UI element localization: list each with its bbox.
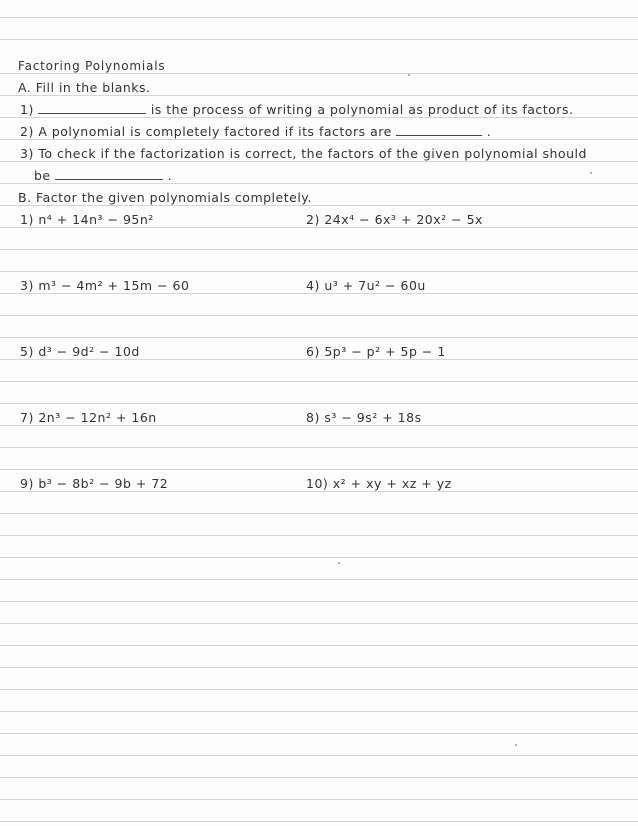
- fill-blank-item-2: [20, 124, 491, 140]
- problem-number: 10): [306, 476, 329, 491]
- problem-expression: 24x⁴ − 6x³ + 20x² − 5x: [324, 212, 483, 227]
- problem-number: 9): [20, 476, 34, 491]
- problem-9: [20, 476, 168, 492]
- item-number: 2): [20, 124, 34, 139]
- scan-speck: [590, 172, 592, 174]
- problem-2: [306, 212, 483, 228]
- problem-5: [20, 344, 140, 360]
- item-text: is the process of writing a polynomial as product of its factors.: [150, 102, 574, 117]
- worksheet-title: Factoring Polynomials: [18, 59, 166, 73]
- item-text: be: [34, 168, 51, 183]
- problem-expression: 5p³ − p² + 5p − 1: [324, 344, 446, 359]
- problem-expression: m³ − 4m² + 15m − 60: [38, 278, 190, 293]
- answer-blank[interactable]: [55, 169, 163, 180]
- scan-speck: [338, 562, 340, 564]
- problem-7: [20, 410, 157, 426]
- problem-1: [20, 212, 154, 228]
- item-number: 1): [20, 102, 34, 117]
- problem-number: 3): [20, 278, 34, 293]
- problem-expression: x² + xy + xz + yz: [332, 476, 452, 491]
- item-end: .: [167, 168, 173, 183]
- problem-expression: s³ − 9s² + 18s: [324, 410, 422, 425]
- problem-number: 1): [20, 212, 34, 227]
- fill-blank-item-1: [20, 102, 573, 118]
- problem-number: 8): [306, 410, 320, 425]
- item-text: To check if the factorization is correct, the factors of the given polynomial should: [38, 146, 587, 161]
- problem-8: [306, 410, 422, 426]
- scan-speck: [408, 74, 410, 76]
- problem-number: 7): [20, 410, 34, 425]
- problem-number: 4): [306, 278, 320, 293]
- answer-blank[interactable]: [396, 125, 482, 136]
- fill-blank-item-3: [20, 146, 587, 162]
- item-text: A polynomial is completely factored if its factors are: [38, 124, 392, 139]
- section-a-heading: A. Fill in the blanks.: [18, 80, 151, 95]
- problem-3: [20, 278, 189, 294]
- problem-expression: 2n³ − 12n² + 16n: [38, 410, 157, 425]
- problem-expression: u³ + 7u² − 60u: [324, 278, 426, 293]
- fill-blank-item-3-cont: [34, 168, 172, 184]
- scan-speck: [515, 744, 517, 746]
- problem-number: 5): [20, 344, 34, 359]
- problem-number: 6): [306, 344, 320, 359]
- problem-number: 2): [306, 212, 320, 227]
- problem-expression: b³ − 8b² − 9b + 72: [38, 476, 169, 491]
- problem-4: [306, 278, 426, 294]
- problem-expression: n⁴ + 14n³ − 95n²: [38, 212, 154, 227]
- problem-expression: d³ − 9d² − 10d: [38, 344, 140, 359]
- problem-10: [306, 476, 452, 492]
- answer-blank[interactable]: [38, 103, 146, 114]
- item-end: .: [486, 124, 492, 139]
- section-b-heading: B. Factor the given polynomials completely.: [18, 190, 312, 205]
- problem-6: [306, 344, 446, 360]
- item-number: 3): [20, 146, 34, 161]
